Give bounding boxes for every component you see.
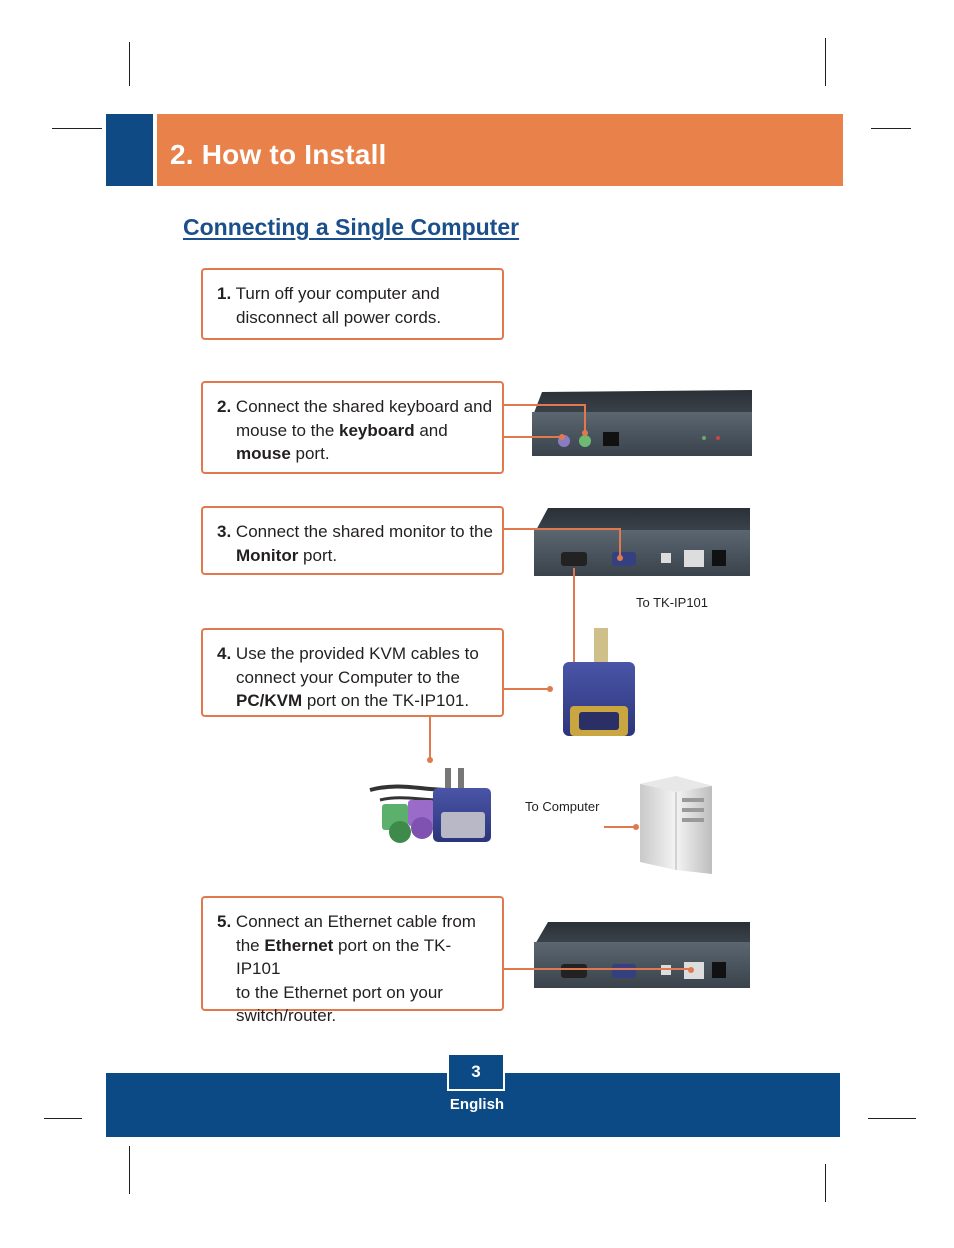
step-5-box — [201, 896, 504, 1025]
step-number: 5. — [217, 912, 232, 931]
step-text: and — [414, 420, 448, 440]
step-text: Connect the shared keyboard and — [235, 397, 493, 416]
step-number: 2. — [217, 397, 232, 416]
device-rear-panel-image — [534, 508, 750, 576]
step-text: Connect the shared monitor to the — [235, 522, 493, 541]
kvm-cable-image — [370, 768, 491, 843]
page-number: 3 — [447, 1053, 505, 1091]
computer-tower-image — [640, 776, 712, 874]
step-number: 4. — [217, 644, 232, 663]
step-text: to the Ethernet port on your — [236, 982, 443, 1002]
step-emphasis: Monitor — [236, 545, 299, 565]
step-emphasis: keyboard — [339, 420, 415, 440]
step-text: Connect an Ethernet cable from — [235, 912, 476, 931]
step-emphasis: PC/KVM — [236, 691, 303, 710]
step-text: Use the provided KVM cables to — [235, 644, 479, 663]
language-label: English — [449, 1096, 505, 1113]
step-text: disconnect all power cords. — [236, 307, 442, 327]
step-emphasis: Ethernet — [264, 935, 334, 955]
device-ethernet-panel-image — [534, 922, 750, 988]
step-4-box — [201, 628, 504, 717]
section-title: Connecting a Single Computer — [183, 214, 520, 240]
step-number: 3. — [217, 522, 232, 541]
step-text: port on the TK-IP101. — [302, 691, 470, 710]
step-1-box — [201, 268, 504, 340]
step-text: mouse to the — [236, 420, 340, 440]
step-text: the — [236, 935, 265, 955]
step-text: Turn off your computer and — [235, 284, 440, 303]
step-emphasis: mouse — [236, 444, 291, 463]
step-text: switch/router. — [236, 1006, 337, 1025]
step-3-box — [201, 506, 504, 575]
step-text: port. — [290, 444, 330, 463]
label-to-computer: To Computer — [525, 799, 600, 814]
label-to-device: To TK-IP101 — [636, 595, 709, 610]
device-front-panel-image — [532, 390, 752, 456]
step-text: port on the TK-IP101 — [236, 935, 452, 978]
step-number: 1. — [217, 284, 232, 303]
step-text: connect your Computer to the — [236, 667, 460, 687]
step-2-box — [201, 381, 504, 474]
page-title: 2. How to Install — [170, 139, 387, 170]
step-text: port. — [298, 545, 338, 565]
